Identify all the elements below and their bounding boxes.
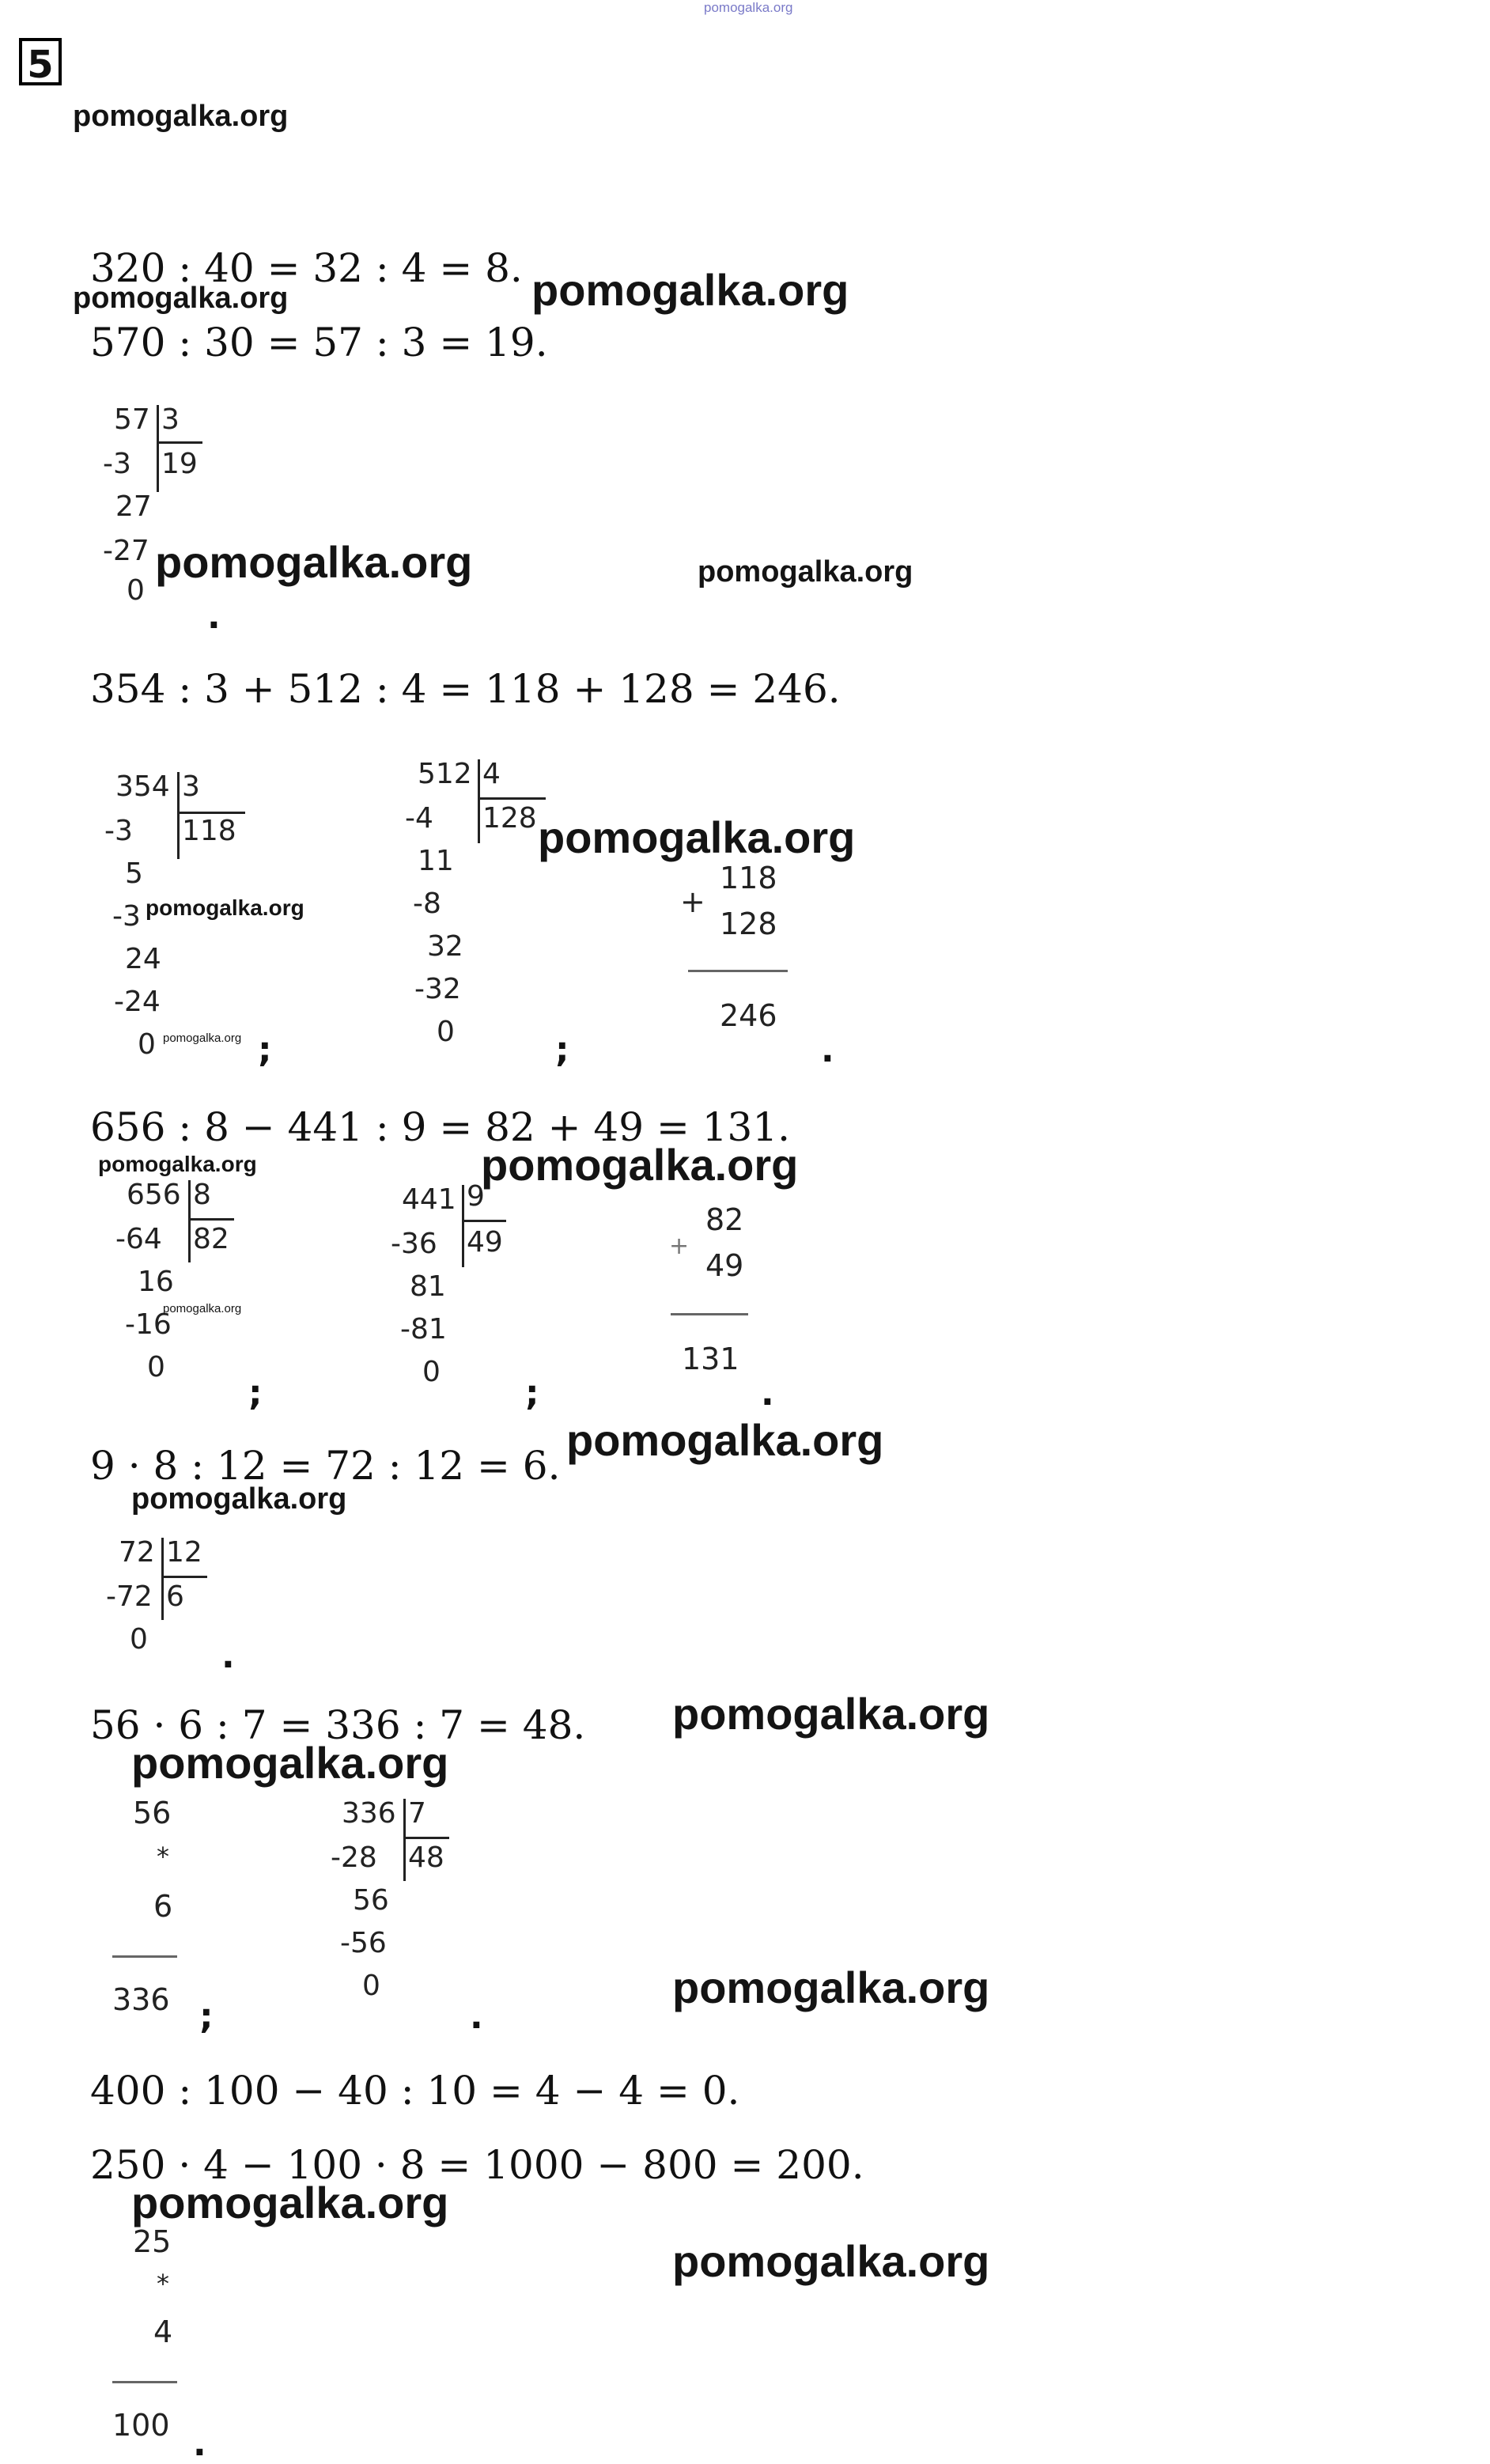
long-division-512-by-4 [405, 758, 563, 1058]
watermark: pomogalka.org [672, 2236, 990, 2286]
product: 100 [112, 2408, 170, 2443]
divisor: 4 [482, 758, 501, 790]
divisor: 12 [166, 1536, 202, 1569]
step: -32 [414, 973, 461, 1005]
quotient: 6 [166, 1580, 184, 1613]
dividend: 354 [115, 770, 170, 803]
step: 56 [353, 1884, 389, 1917]
equation-3: 354 : 3 + 512 : 4 = 118 + 128 = 246. [90, 666, 841, 712]
quotient: 19 [161, 448, 198, 480]
dot: . [821, 1030, 834, 1070]
watermark: pomogalka.org [131, 2178, 449, 2227]
semicolon: ; [525, 1373, 539, 1414]
dot: . [193, 2424, 206, 2464]
step: -72 [106, 1580, 153, 1613]
step: 27 [115, 490, 152, 523]
step: 0 [147, 1351, 165, 1383]
divisor: 3 [161, 403, 180, 436]
step: 0 [362, 1970, 380, 2002]
step: 0 [437, 1016, 455, 1048]
watermark: pomogalka.org [146, 895, 304, 920]
step: 32 [427, 930, 463, 963]
divisor: 7 [408, 1797, 426, 1830]
dot: . [470, 1997, 483, 2037]
factor: 4 [153, 2314, 173, 2349]
factor: 6 [153, 1889, 173, 1924]
watermark-top: pomogalka.org [704, 0, 793, 15]
long-division-656-by-8 [115, 1179, 250, 1392]
watermark: pomogalka.org [481, 1140, 799, 1190]
dot: . [207, 596, 221, 637]
times-sign: * [157, 1841, 169, 1872]
step: 0 [130, 1623, 148, 1656]
step: 0 [422, 1356, 441, 1388]
step: -27 [103, 535, 149, 567]
quotient: 49 [467, 1226, 503, 1258]
divisor: 9 [467, 1180, 485, 1213]
equation-4: 656 : 8 − 441 : 9 = 82 + 49 = 131. [90, 1104, 791, 1150]
column-addition-82-49 [669, 1202, 772, 1384]
quotient: 118 [182, 815, 236, 847]
step: -81 [400, 1313, 447, 1346]
factor: 25 [133, 2224, 172, 2259]
step: 11 [418, 845, 454, 877]
long-division-336-by-7 [331, 1797, 465, 2011]
addend: 128 [720, 906, 777, 941]
equation-6: 56 · 6 : 7 = 336 : 7 = 48. [90, 1702, 586, 1748]
dot: . [221, 1636, 235, 1676]
watermark: pomogalka.org [131, 1738, 449, 1788]
watermark: pomogalka.org [531, 265, 849, 315]
step: 0 [138, 1028, 156, 1061]
sum: 246 [720, 998, 777, 1033]
watermark: pomogalka.org [98, 1152, 257, 1176]
semicolon: ; [555, 1030, 569, 1070]
semicolon: ; [199, 1997, 214, 2037]
quotient: 128 [482, 802, 537, 835]
step: 81 [410, 1270, 446, 1303]
step: -3 [112, 900, 141, 933]
step: 24 [125, 943, 161, 975]
watermark: pomogalka.org [566, 1415, 884, 1465]
long-division-441-by-9 [391, 1180, 525, 1397]
plus-sign: + [669, 1232, 690, 1260]
quotient: 48 [408, 1841, 444, 1874]
semicolon: ; [258, 1030, 272, 1070]
semicolon: ; [248, 1373, 263, 1414]
watermark: pomogalka.org [155, 537, 473, 587]
step: -64 [115, 1223, 162, 1255]
dividend: 336 [342, 1797, 396, 1830]
step: -3 [104, 815, 133, 847]
divisor: 3 [182, 770, 200, 803]
watermark: pomogalka.org [163, 1031, 242, 1045]
long-division-72-by-12 [106, 1536, 233, 1663]
equation-1: 320 : 40 = 32 : 4 = 8. [90, 245, 523, 291]
task-number-box: 5 [19, 38, 62, 85]
addend: 118 [720, 861, 777, 895]
step: -56 [340, 1927, 387, 1959]
step: -28 [331, 1841, 377, 1874]
watermark: pomogalka.org [73, 100, 289, 133]
step: -8 [413, 888, 441, 920]
long-division-354-by-3 [104, 770, 263, 1071]
watermark: pomogalka.org [698, 555, 913, 589]
step: 5 [125, 857, 143, 890]
factor: 56 [133, 1796, 172, 1830]
step: -24 [114, 986, 161, 1018]
watermark: pomogalka.org [163, 1302, 242, 1315]
step: -16 [125, 1308, 172, 1341]
dividend: 72 [119, 1536, 155, 1569]
watermark: pomogalka.org [73, 282, 289, 315]
addend: 49 [705, 1248, 744, 1283]
equation-7: 400 : 100 − 40 : 10 = 4 − 4 = 0. [90, 2068, 740, 2114]
step: 0 [127, 574, 145, 607]
quotient: 82 [193, 1223, 229, 1255]
step: -4 [405, 802, 433, 835]
column-multiplication-56-6 [109, 1796, 204, 2033]
watermark: pomogalka.org [538, 812, 856, 862]
equation-8: 250 · 4 − 100 · 8 = 1000 − 800 = 200. [90, 2142, 864, 2188]
dividend: 512 [418, 758, 472, 790]
sum: 131 [682, 1342, 739, 1376]
dividend: 441 [402, 1183, 456, 1216]
times-sign: * [157, 2269, 169, 2299]
product: 336 [112, 1982, 170, 2017]
step: -36 [391, 1228, 437, 1260]
dividend: 57 [114, 403, 150, 436]
column-addition-118-128 [680, 861, 799, 1043]
equation-5: 9 · 8 : 12 = 72 : 12 = 6. [90, 1443, 561, 1489]
step: 16 [138, 1266, 174, 1298]
step: -3 [103, 448, 131, 480]
addend: 82 [705, 1202, 744, 1237]
watermark: pomogalka.org [672, 1689, 990, 1739]
equation-2: 570 : 30 = 57 : 3 = 19. [90, 320, 548, 365]
plus-sign: + [680, 884, 705, 919]
watermark: pomogalka.org [131, 1482, 347, 1516]
dot: . [761, 1373, 774, 1414]
divisor: 8 [193, 1179, 211, 1211]
watermark: pomogalka.org [672, 1962, 990, 2012]
dividend: 656 [127, 1179, 181, 1211]
column-multiplication-25-4 [109, 2224, 204, 2462]
